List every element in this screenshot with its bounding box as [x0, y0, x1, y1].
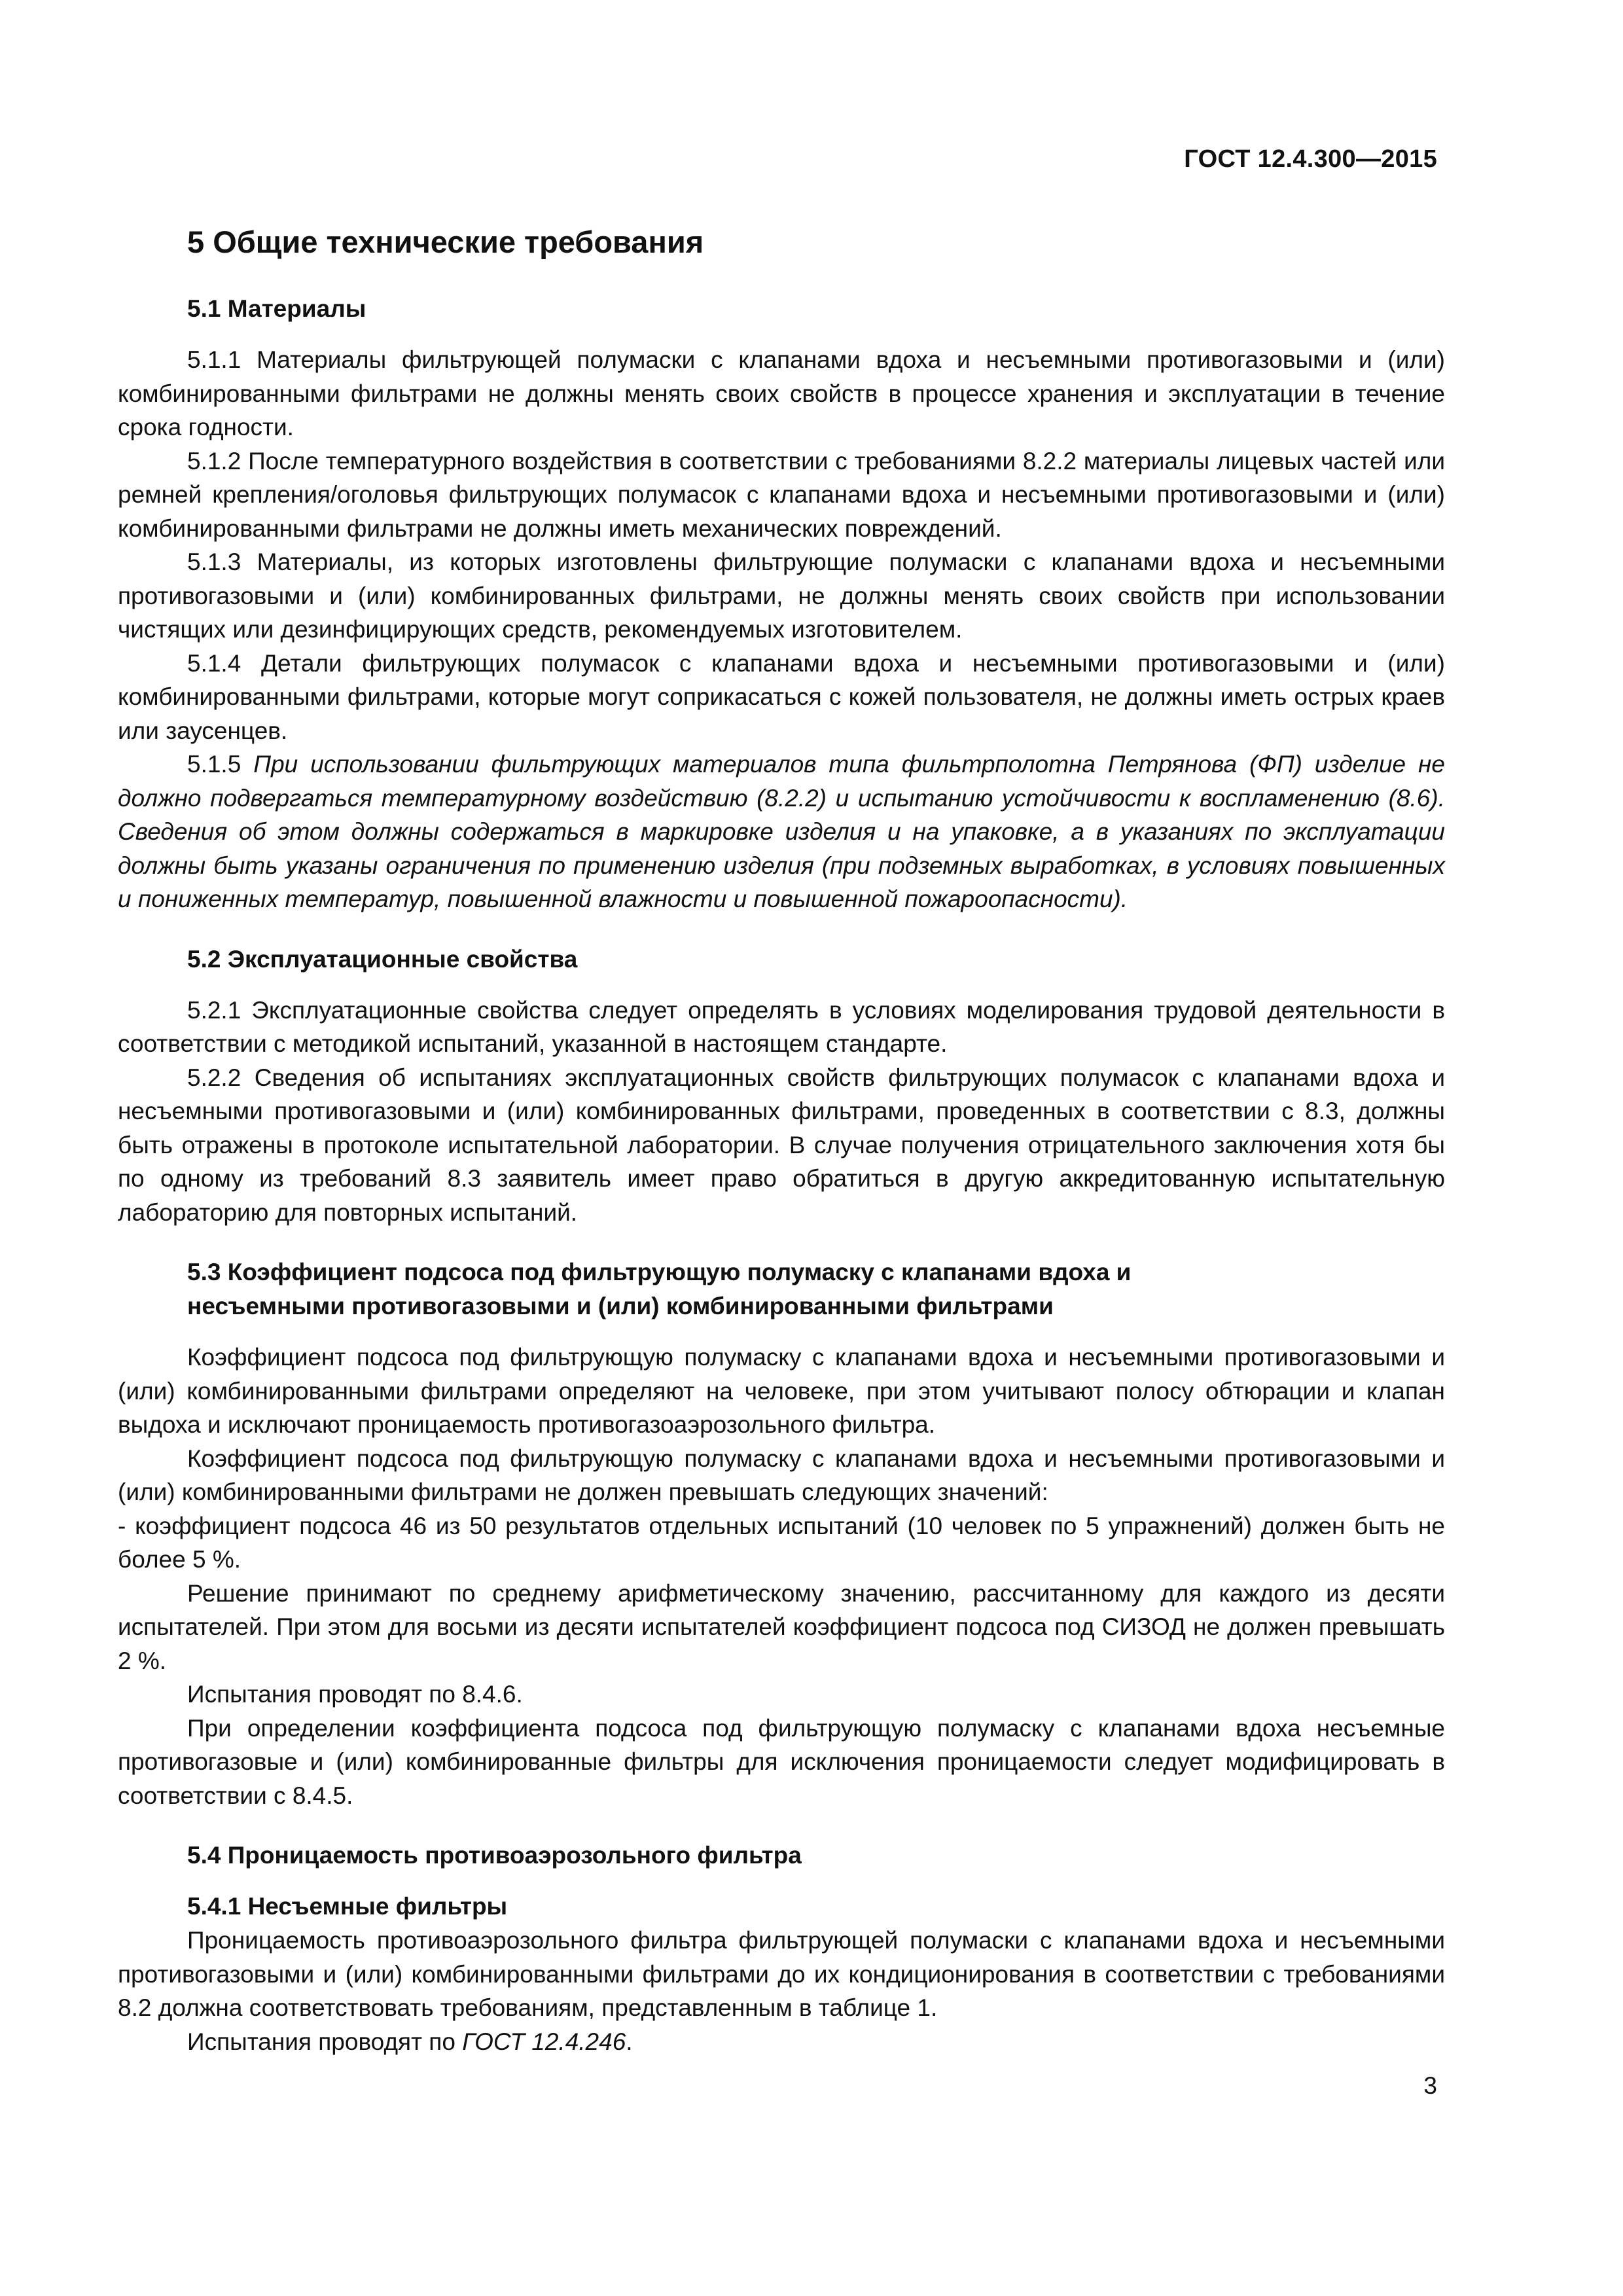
document-body	[118, 223, 1445, 2058]
section-5-4-1-title: 5.4.1 Несъемные фильтры	[187, 1893, 508, 1920]
paragraph-5-3-2: Коэффициент подсоса под фильтрующую полумаску с клапанами вдоха и несъемными противогазовыми и (или) комбинированными фильтрами не должен превышать следующих значений:	[118, 1444, 1445, 1505]
paragraph-5-2-1: 5.2.1 Эксплуатационные свойства следует определять в условиях моделирования трудовой деятельности в соответствии с методикой испытаний, указанной в настоящем стандарте.	[118, 996, 1445, 1057]
paragraph-5-2-2: 5.2.2 Сведения об испытаниях эксплуатационных свойств фильтрующих полумасок с клапанами вдоха и несъемными противогазовыми и (или) комбинированных фильтрами, проведенных в соответствии с 8.3, должны быть отражены в протоколе испытательной лаборатории. В случае получения отрицательного заключения хотя бы по одному из требований 8.3 заявитель имеет право обратиться в другую аккредитованную испытательную лабораторию для повторных испытаний.	[118, 1064, 1445, 1226]
paragraph-5-3-6: При определении коэффициента подсоса под фильтрующую полумаску с клапанами вдоха несъемные противогазовые и (или) комбинированные фильтры для исключения проницаемости следует модифицировать в соответствии с 8.4.5.	[118, 1714, 1445, 1809]
section-5-1-title: 5.1 Материалы	[187, 295, 366, 322]
paragraph-5-3-list-item: - коэффициент подсоса 46 из 50 результатов отдельных испытаний (10 человек по 5 упражнений) должен быть не более 5 %.	[118, 1512, 1445, 1573]
paragraph-5-1-1: 5.1.1 Материалы фильтрующей полумаски с клапанами вдоха и несъемными противогазовыми и (или) комбинированными фильтрами не должны менять своих свойств в процессе хранения и эксплуатации в течение срока годности.	[118, 346, 1445, 440]
paragraph-5-4-1-2-end: .	[626, 2028, 633, 2055]
standard-reference-link: ГОСТ 12.4.246	[462, 2028, 626, 2055]
paragraph-5-1-5-italic-text: При использовании фильтрующих материалов типа фильтрполотна Петрянова (ФП) изделие не должно подвергаться температурному воздействию (8.2.2) и испытанию устойчивости к воспламенению (8.6). Сведения об этом должны содержаться в маркировке изделия и на упаковке, а в указаниях по эксплуатации должны быть указаны ограничения по применению изделия (при подземных выработках, в условиях повышенных и пониженных температур, повышенной влажности и повышенной пожароопасности).	[118, 751, 1445, 912]
section-5-2-title: 5.2 Эксплуатационные свойства	[187, 945, 578, 973]
section-5-3-title-line-2: несъемными противогазовыми и (или) комбинированными фильтрами	[187, 1293, 1054, 1319]
paragraph-5-4-1-2-text: Испытания проводят по	[187, 2028, 463, 2055]
paragraph-5-1-4: 5.1.4 Детали фильтрующих полумасок с клапанами вдоха и несъемными противогазовыми и (или) комбинированными фильтрами, которые могут соприкасаться с кожей пользователя, не должны иметь острых краев или заусенцев.	[118, 649, 1445, 744]
paragraph-5-4-1-2	[118, 2025, 1445, 2059]
paragraph-5-1-5	[118, 747, 1445, 916]
section-5-4-title: 5.4 Проницаемость противоаэрозольного фильтра	[187, 1842, 802, 1869]
paragraph-5-3-5: Испытания проводят по 8.4.6.	[187, 1681, 523, 1708]
paragraph-5-1-5-number: 5.1.5	[187, 751, 254, 778]
section-5-title: 5 Общие технические требования	[187, 224, 704, 259]
section-5-3-title	[118, 1255, 1445, 1323]
paragraph-5-3-1: Коэффициент подсоса под фильтрующую полумаску с клапанами вдоха и несъемными противогазовыми и (или) комбинированными фильтрами определяют на человеке, при этом учитывают полосу обтюрации и клапан выдоха и исключают проницаемость противогазоаэрозольного фильтра.	[118, 1344, 1445, 1438]
section-5-3-title-line-1: 5.3 Коэффициент подсоса под фильтрующую полумаску с клапанами вдоха и	[187, 1259, 1132, 1285]
paragraph-5-1-2: 5.1.2 После температурного воздействия в соответствии с требованиями 8.2.2 материалы лицевых частей или ремней крепления/оголовья фильтрующих полумасок с клапанами вдоха и несъемными противогазовыми и (или) комбинированными фильтрами не должны иметь механических повреждений.	[118, 447, 1445, 542]
paragraph-5-3-4: Решение принимают по среднему арифметическому значению, рассчитанному для каждого из десяти испытателей. При этом для восьми из десяти испытателей коэффициент подсоса под СИЗОД не должен превышать 2 %.	[118, 1579, 1445, 1674]
paragraph-5-1-3: 5.1.3 Материалы, из которых изготовлены фильтрующие полумаски с клапанами вдоха и несъемными противогазовыми и (или) комбинированных фильтрами, не должны менять своих свойств при использовании чистящих или дезинфицирующих средств, рекомендуемых изготовителем.	[118, 548, 1445, 643]
page-number: 3	[1423, 2072, 1437, 2099]
paragraph-5-4-1-1: Проницаемость противоаэрозольного фильтра фильтрующей полумаски с клапанами вдоха и несъемными противогазовыми и (или) комбинированными фильтрами до их кондиционирования в соответствии с требованиями 8.2 должна соответствовать требованиям, представленным в таблице 1.	[118, 1927, 1445, 2021]
standard-code-header: ГОСТ 12.4.300—2015	[1184, 145, 1437, 173]
